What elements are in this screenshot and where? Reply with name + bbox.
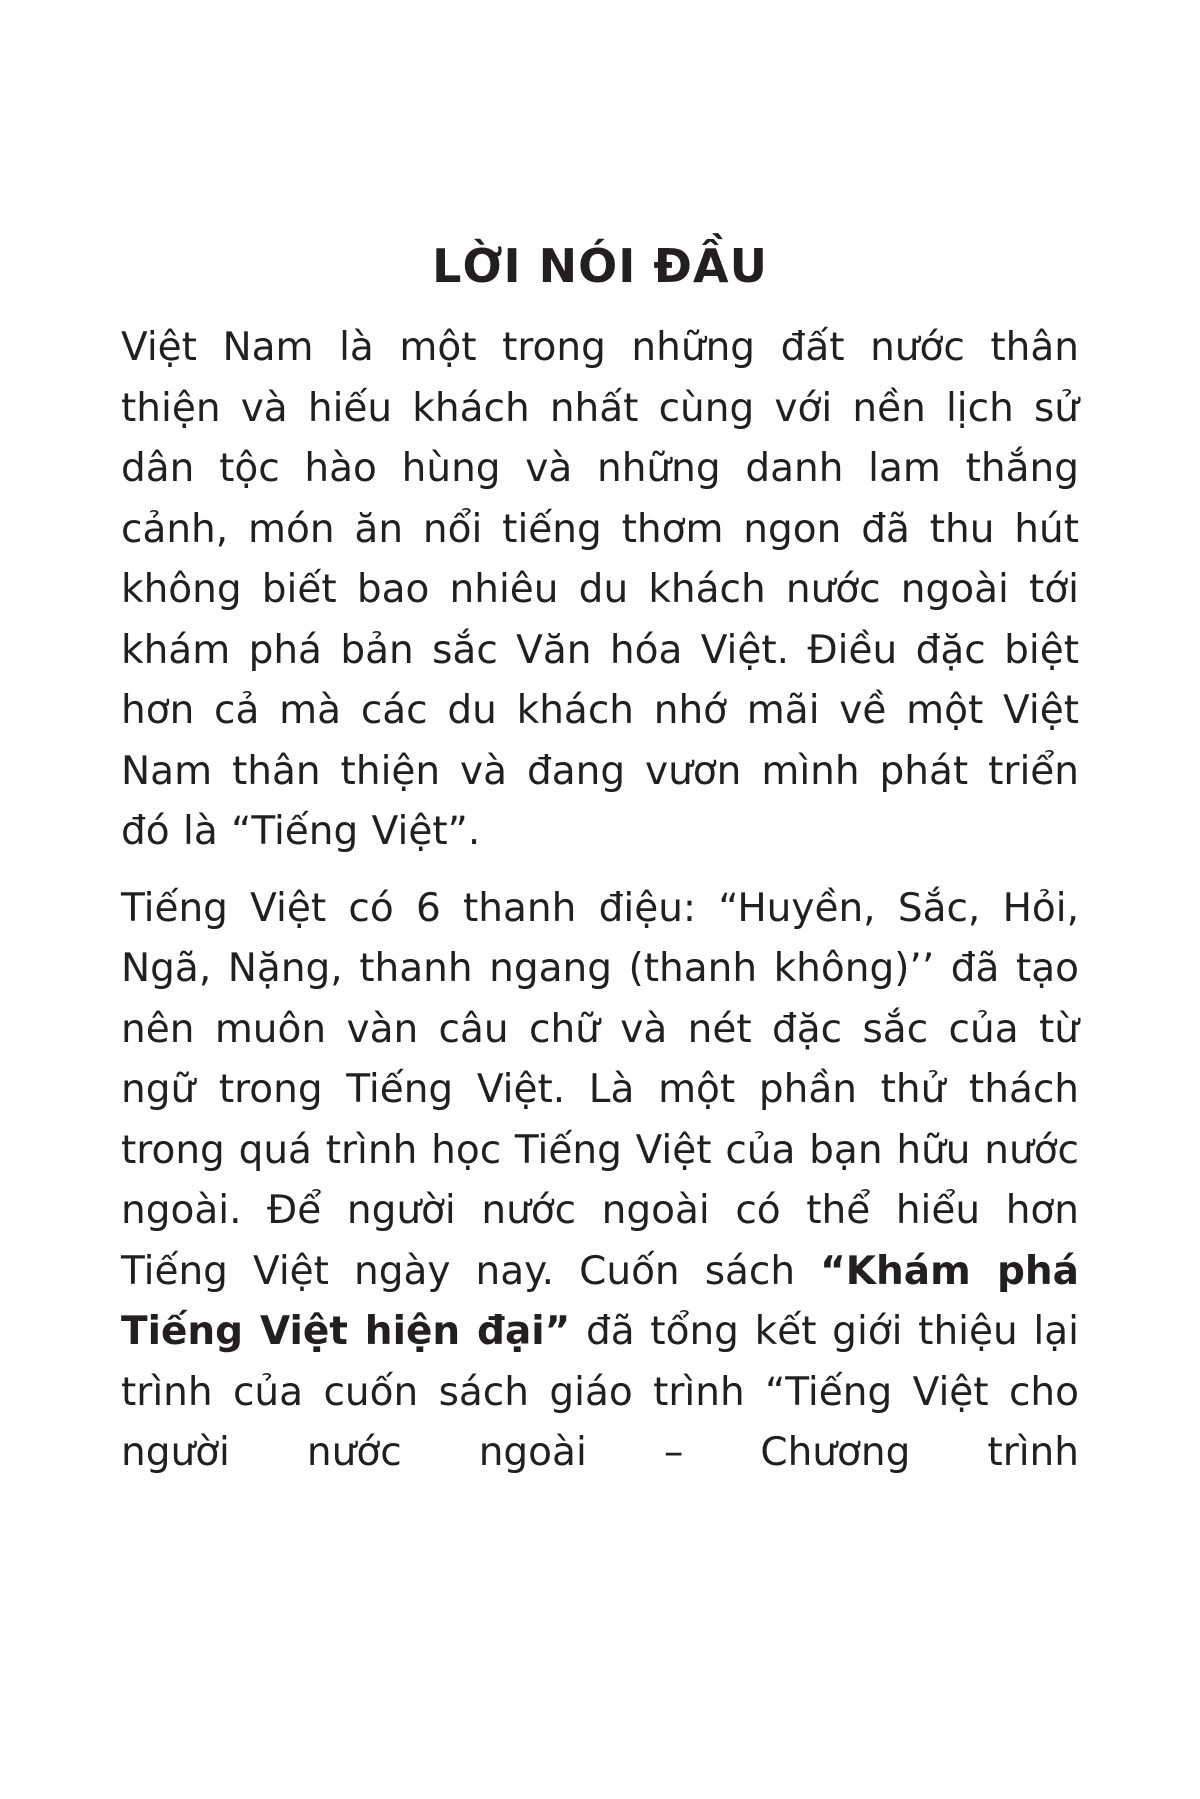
paragraph-intro: Việt Nam là một trong những đất nước thân thiện và hiếu khách nhất cùng với nền lịch sử dân tộc hào hùng và những danh lam thắng cảnh, món ăn nổi tiếng thơm ngon đã thu hút không biết bao nhiêu du khách nước ngoài tới khám phá bản sắc Văn hóa Việt. Điều đặc biệt hơn cả mà các du khách nhớ mãi về một Việt Nam thân thiện và đang vươn mình phát triển đó là “Tiếng Việt”. bbox=[121, 325, 1079, 854]
paragraph-tones bbox=[121, 879, 1079, 1484]
paragraph-tones-text-start: Tiếng Việt có 6 thanh điệu: “Huyền, Sắc, Hỏi, Ngã, Nặng, thanh ngang (thanh không)’’ đã tạo nên muôn vàn câu chữ và nét đặc sắc của từ ngữ trong Tiếng Việt. Là một phần thử thách trong quá trình học Tiếng Việt của bạn hữu nước ngoài. Để người nước ngoài có thể hiểu hơn Tiếng Việt ngày nay. Cuốn sách bbox=[121, 885, 1079, 1294]
page-body bbox=[121, 318, 1079, 1484]
paragraph-tones-text-end: đã tổng kết giới thiệu lại trình của cuốn sách giáo trình “Tiếng Việt cho người nước ngoài – Chương trình bbox=[121, 1309, 1079, 1475]
book-title-bold: “Khám phá Tiếng Việt hiện đại” bbox=[121, 1248, 1079, 1354]
page-title: LỜI NÓI ĐẦU bbox=[432, 239, 768, 293]
